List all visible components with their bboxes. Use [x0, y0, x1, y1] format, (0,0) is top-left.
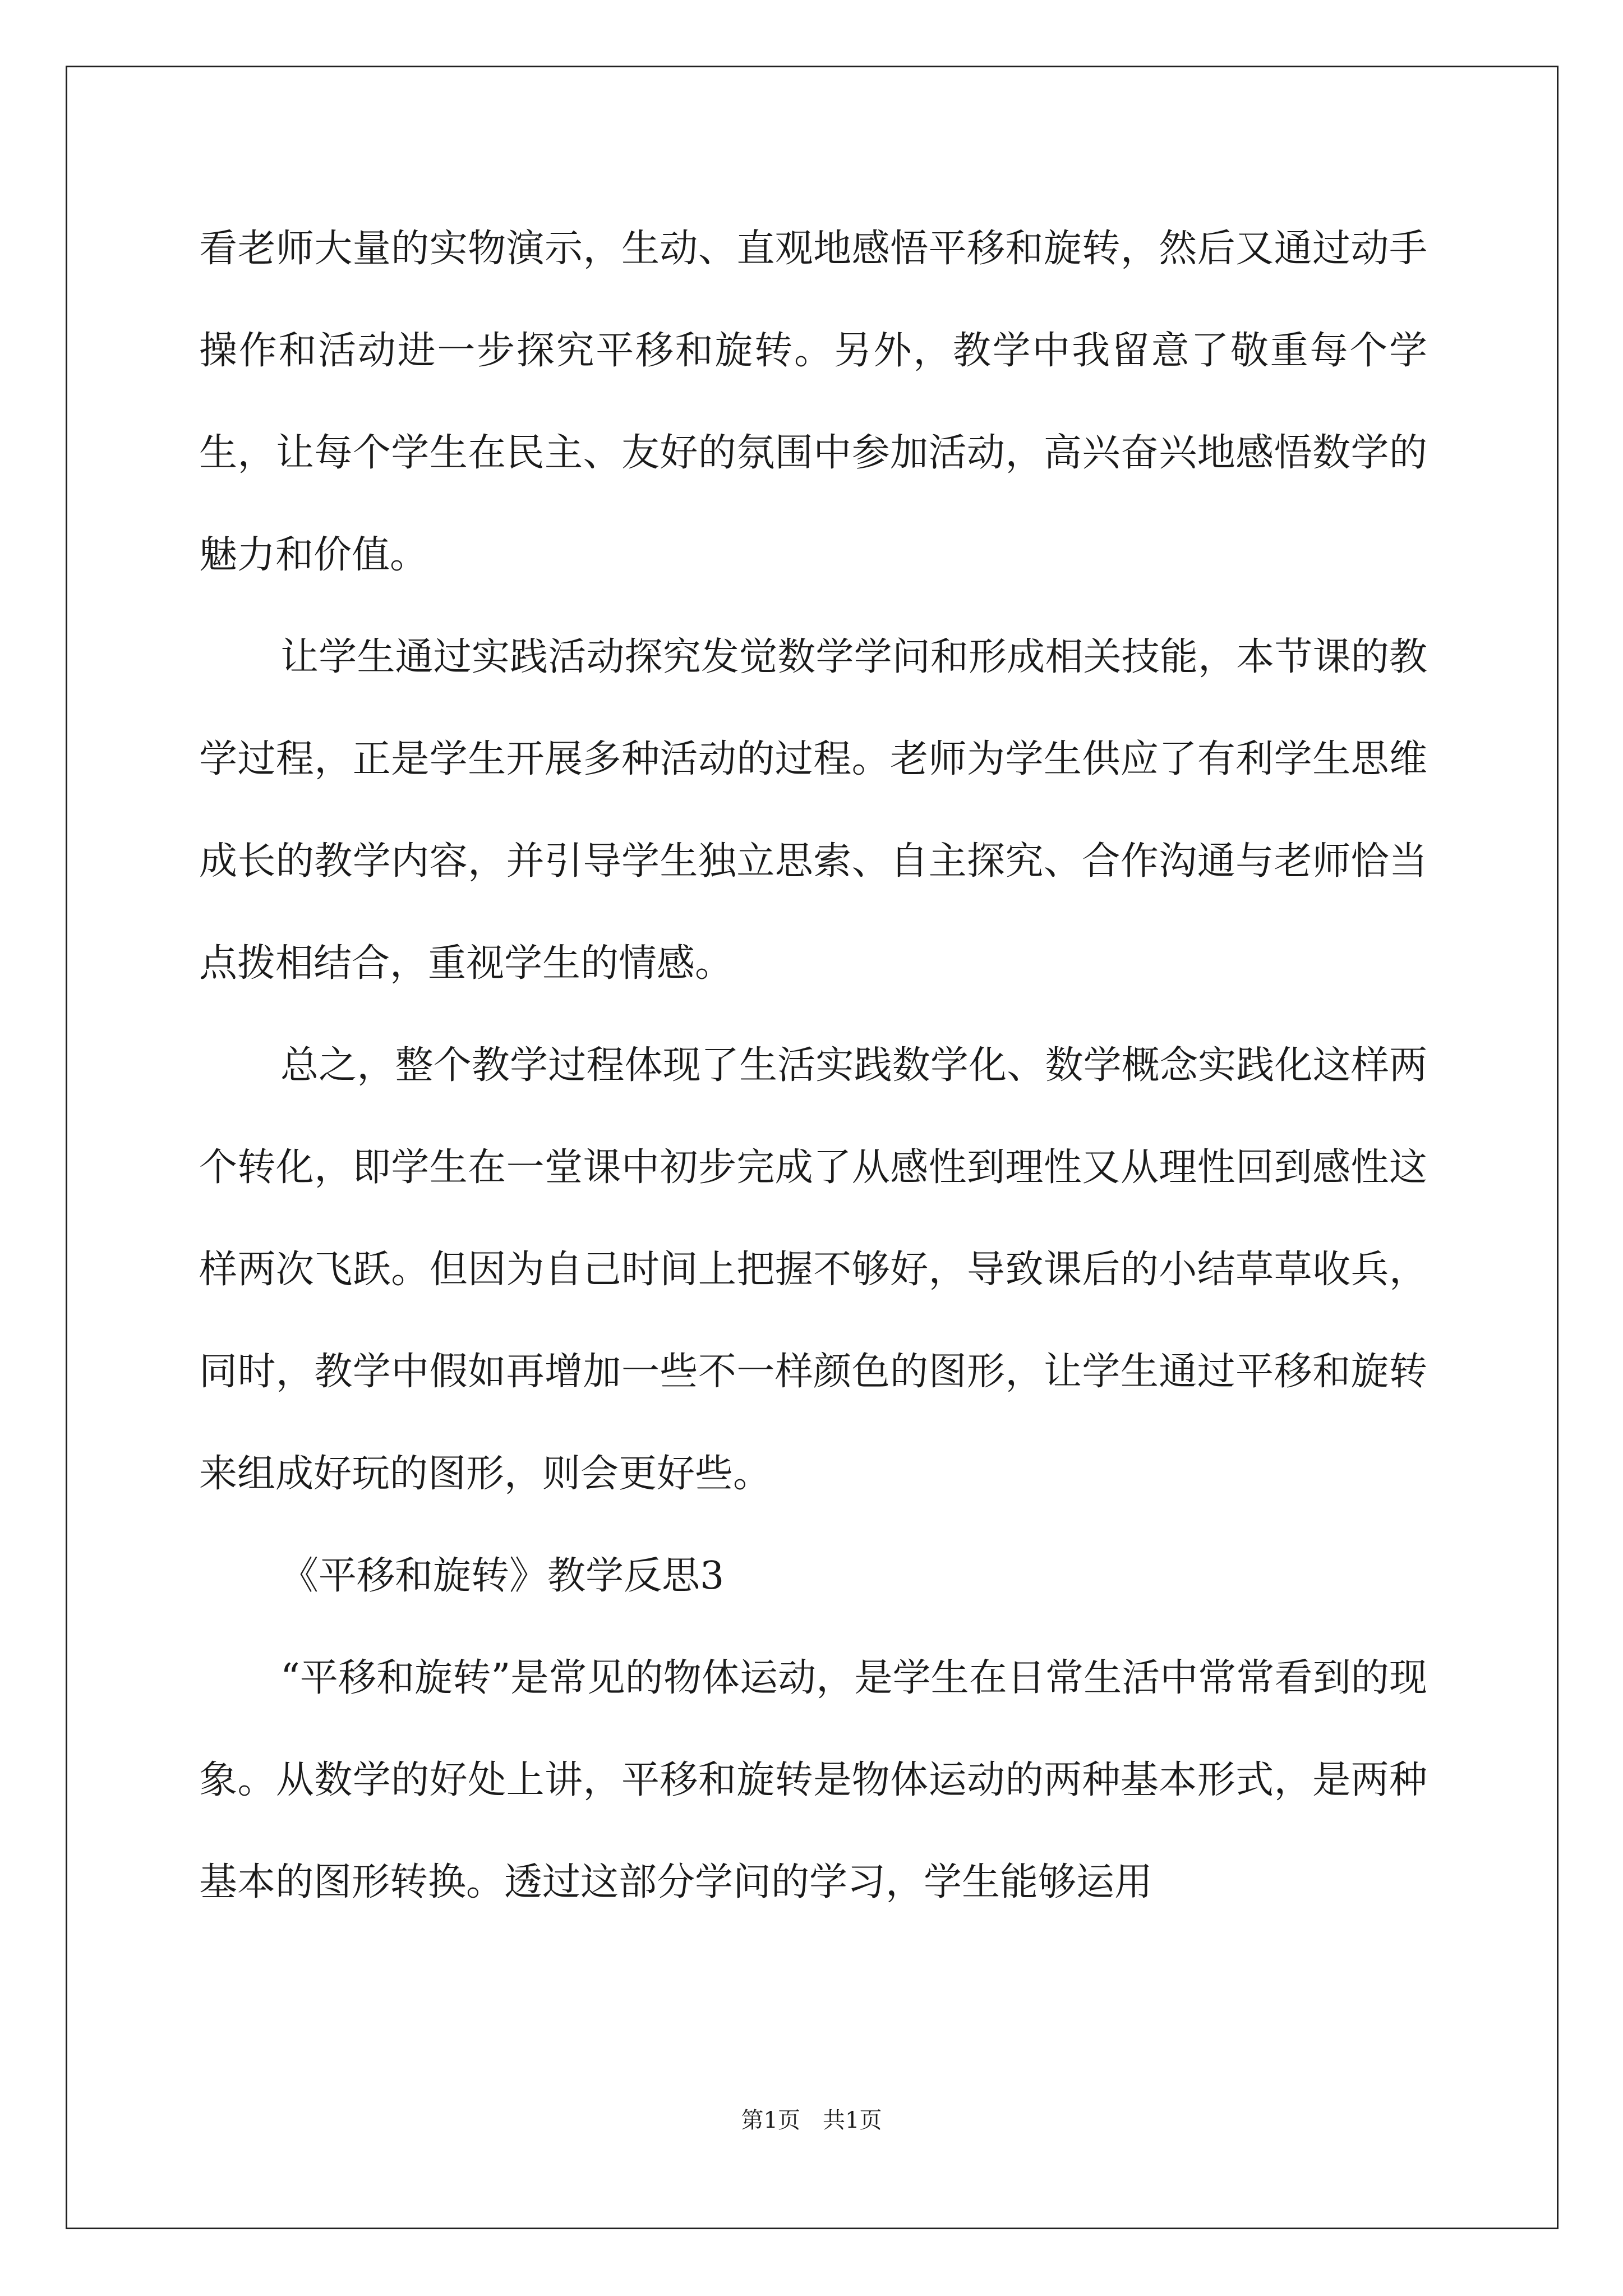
document-body	[199, 198, 1427, 1934]
paragraph-reflection-3-intro: “平移和旋转”是常见的物体运动，是学生在日常生活中常常看到的现象。从数学的好处上讲，平移和旋转是物体运动的两种基本形式，是两种基本的图形转换。透过这部分学问的学习，学生能够运用	[199, 1656, 1427, 1904]
paragraph-continuation: 看老师大量的实物演示，生动、直观地感悟平移和旋转，然后又通过动手操作和活动进一步探究平移和旋转。另外，教学中我留意了敬重每个学生，让每个学生在民主、友好的氛围中参加活动，高兴奋兴地感悟数学的魅力和价值。	[199, 227, 1427, 577]
section-heading: 《平移和旋转》教学反思3	[280, 1554, 725, 1598]
paragraph-practice-activities: 让学生通过实践活动探究发觉数学学问和形成相关技能，本节课的教学过程，正是学生开展多种活动的过程。老师为学生供应了有利学生思维成长的教学内容，并引导学生独立思索、自主探究、合作沟通与老师恰当点拨相结合，重视学生的情感。	[199, 635, 1427, 986]
page-number-footer: 第1页 共1页	[741, 2108, 882, 2133]
paragraph-summary: 总之，整个教学过程体现了生活实践数学化、数学概念实践化这样两个转化，即学生在一堂课中初步完成了从感性到理性又从理性回到感性这样两次飞跃。但因为自己时间上把握不够好，导致课后的小结草草收兵，同时，教学中假如再增加一些不一样颜色的图形，让学生通过平移和旋转来组成好玩的图形，则会更好些。	[199, 1043, 1427, 1496]
